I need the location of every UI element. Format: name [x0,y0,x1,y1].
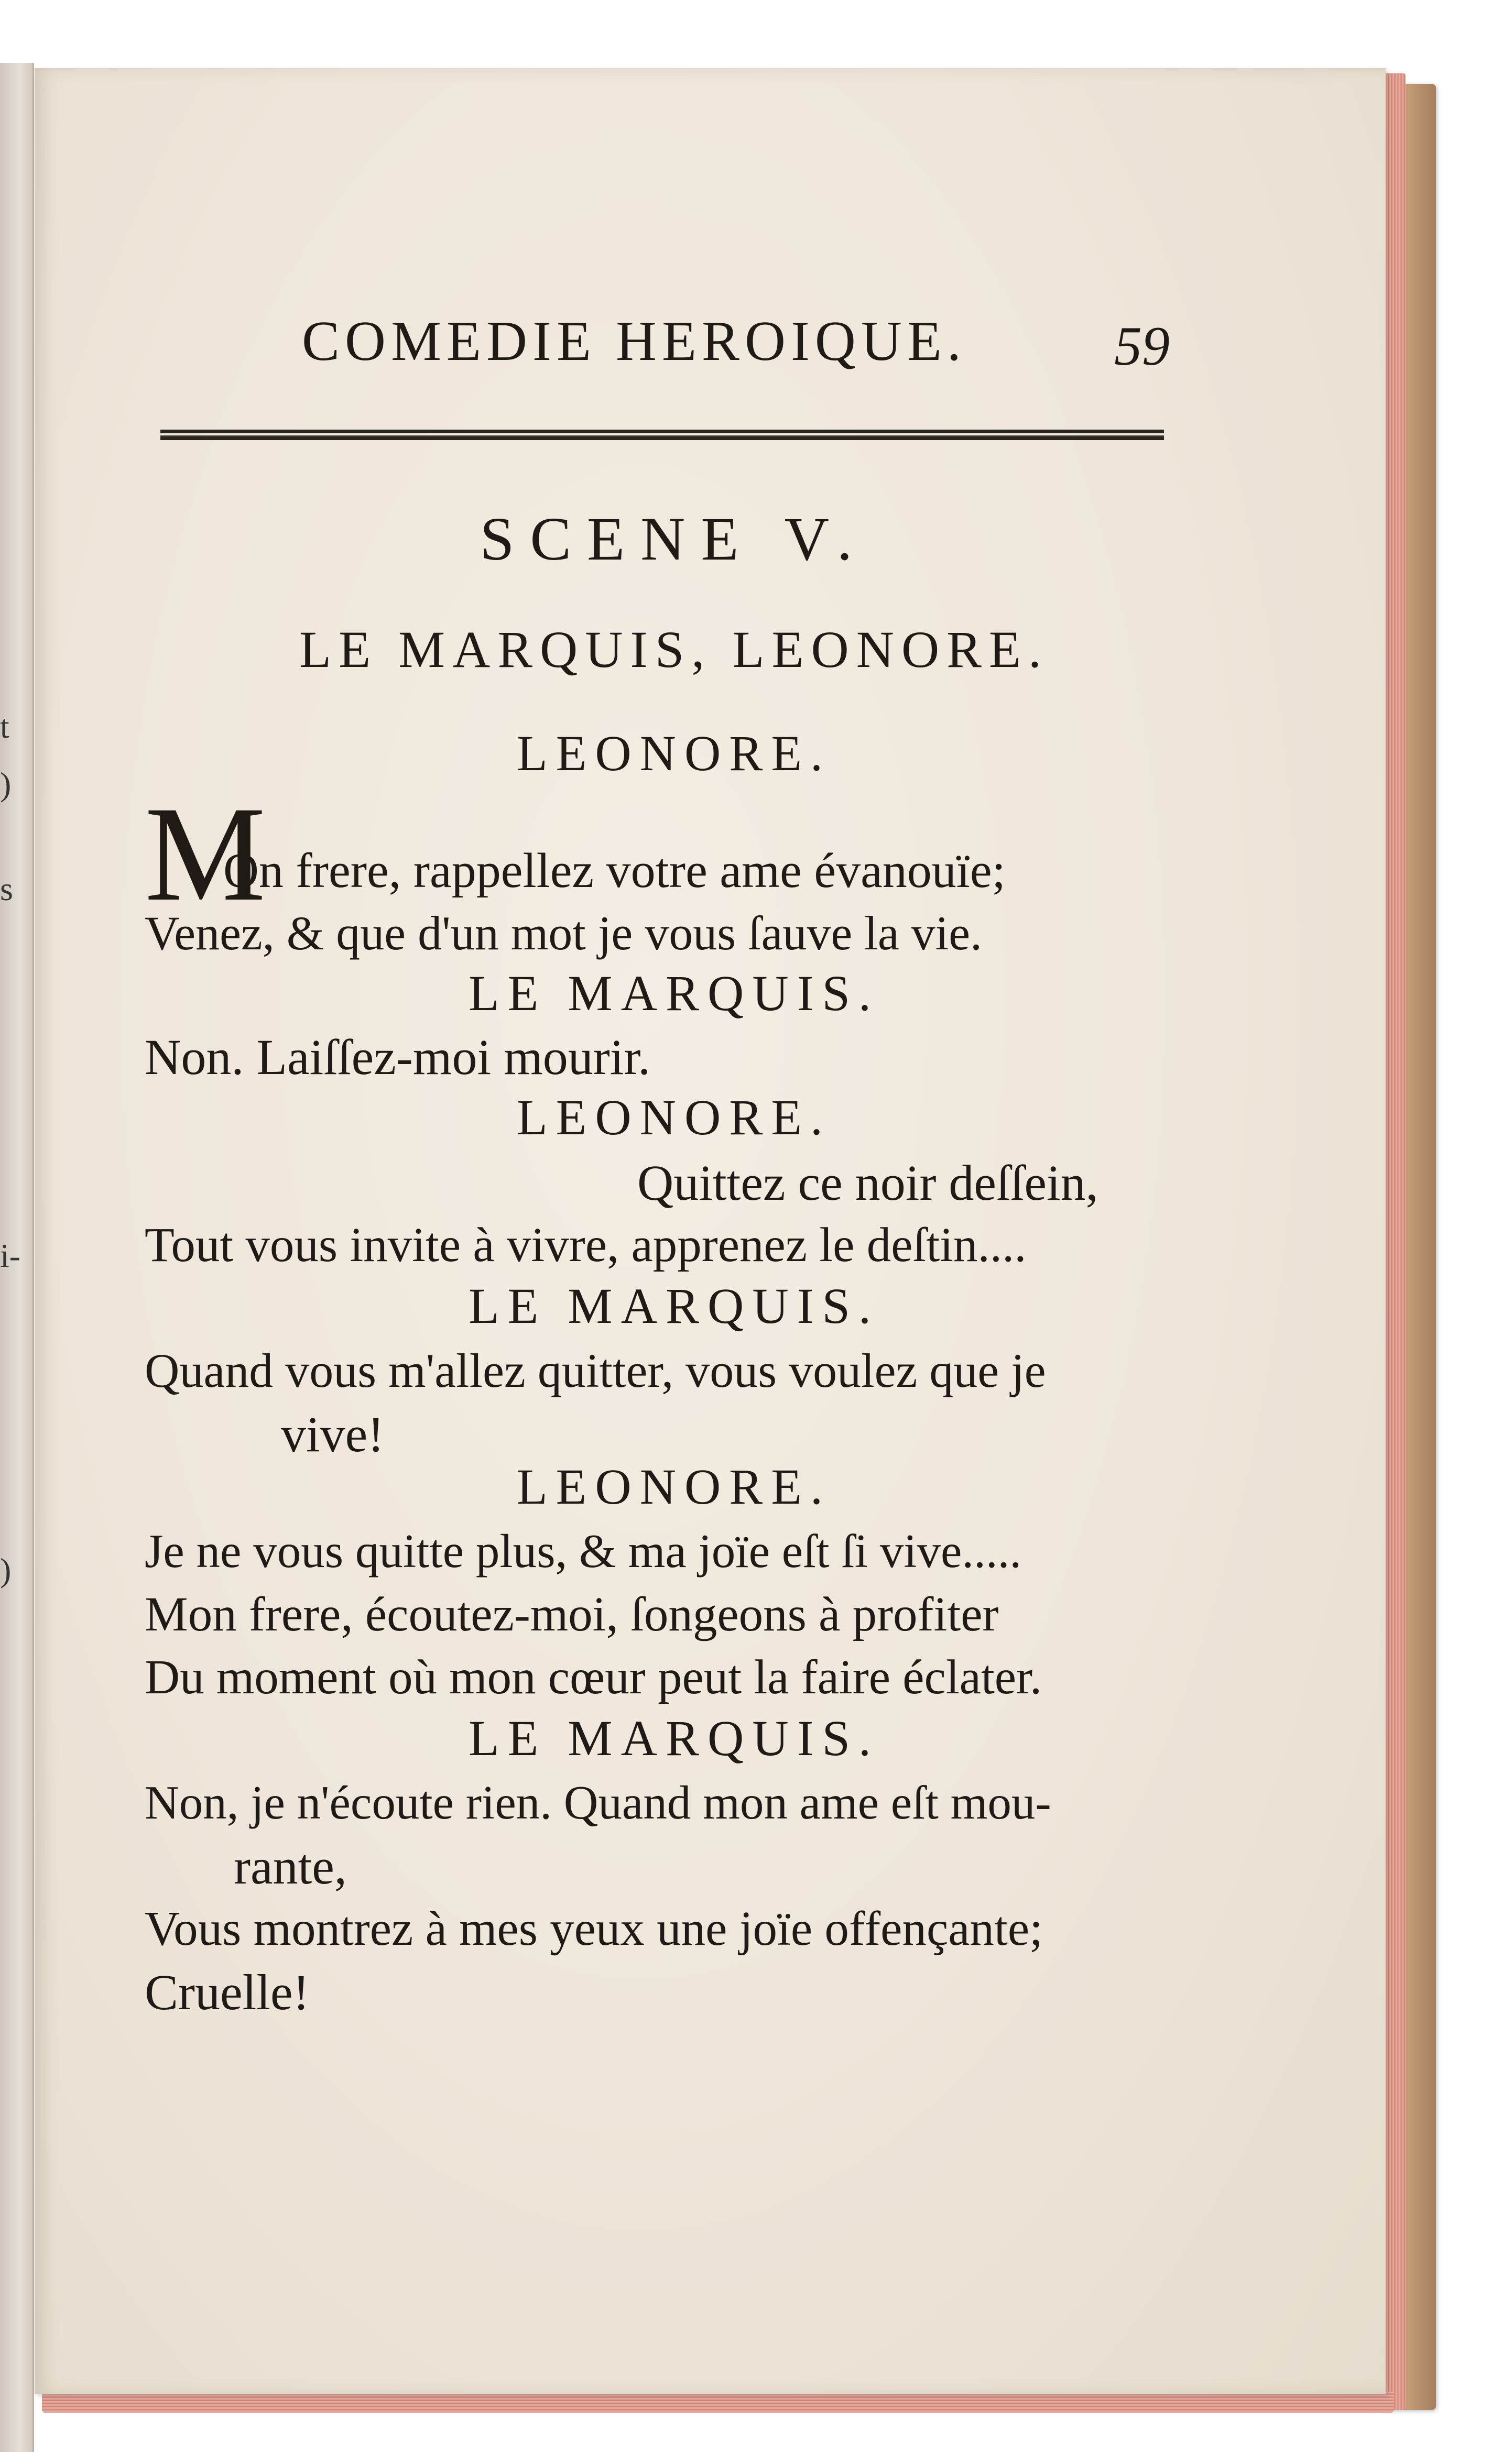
running-head: COMEDIE HEROIQUE. [302,310,966,373]
speaker-label: LE MARQUIS. [468,1278,879,1334]
page-edges-bottom [42,2392,1394,2413]
verse-line: Cruelle! [145,1964,310,2020]
facing-page-fragment: ) [0,765,12,803]
header-rule [160,430,1164,440]
book-page [35,68,1386,2394]
speaker-label: LE MARQUIS. [468,1710,879,1766]
facing-page-fragment: s [0,870,13,907]
speaker-label: LE MARQUIS. [468,965,879,1021]
verse-line: Mon frere, écoutez-moi, ſongeons à profiter [145,1587,999,1641]
verse-line: Non, je n'écoute rien. Quand mon ame eſt mou- [145,1776,1051,1829]
verse-line: On frere, rappellez votre ame évanouïe; [223,844,1006,898]
facing-page-fragment: t [0,708,9,745]
verse-line: Quand vous m'allez quitter, vous voulez que je [145,1344,1046,1397]
character-list: LE MARQUIS, LEONORE. [299,620,1049,678]
facing-page-fragment: i- [0,1237,21,1274]
facing-page-edge [0,63,34,2452]
scene-title: SCENE V. [480,505,868,573]
verse-line: Je ne vous quitte plus, & ma joïe eſt ſi vive..... [145,1525,1022,1578]
speaker-label: LEONORE. [517,1089,831,1145]
speaker-label: LEONORE. [517,725,831,781]
page-number: 59 [1114,315,1170,377]
verse-line: Vous montrez à mes yeux une joïe offençante; [145,1902,1043,1956]
facing-page-fragment: ) [0,1551,12,1589]
verse-line: Non. Laiſſez-moi mourir. [145,1029,651,1085]
verse-line: Du moment où mon cœur peut la faire éclater. [145,1650,1042,1704]
drop-cap: M [145,779,266,929]
verse-line: Quittez ce noir deſſein, [637,1155,1098,1211]
speaker-label: LEONORE. [517,1459,831,1515]
verse-line: Tout vous invite à vivre, apprenez le deſtin.... [145,1218,1027,1272]
verse-line: rante, [234,1838,347,1894]
verse-line: vive! [281,1406,385,1462]
verse-line: Venez, & que d'un mot je vous ſauve la vie. [145,906,983,960]
